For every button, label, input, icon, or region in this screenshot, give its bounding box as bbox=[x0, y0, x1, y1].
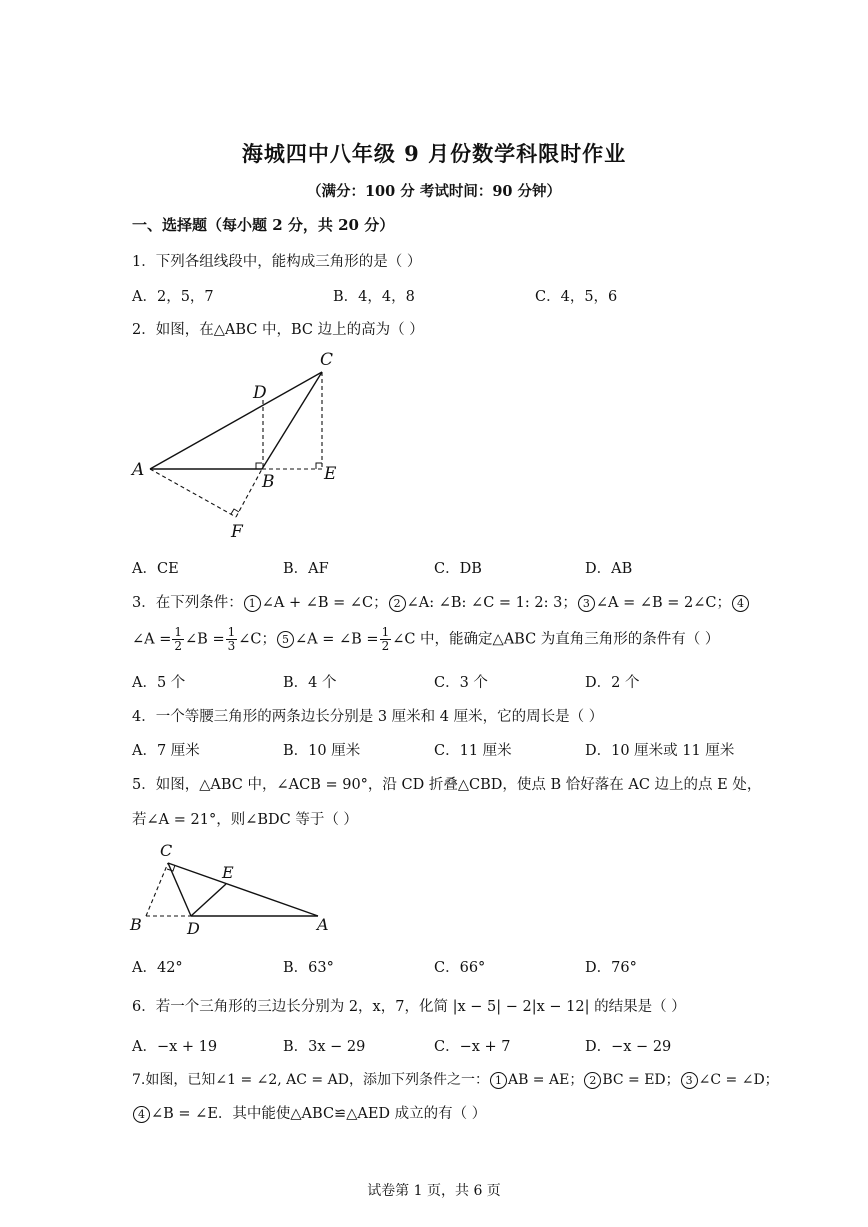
q5-option-d[interactable]: D．76° bbox=[585, 960, 637, 976]
q5-fold-figure bbox=[125, 838, 340, 938]
right-angle-mark-f bbox=[231, 509, 239, 514]
question-7-line-2: 4 ∠B = ∠E．其中能使△ABC≌△AED 成立的有（ ） bbox=[132, 1102, 486, 1123]
q5-option-a[interactable]: A．42° bbox=[132, 960, 183, 976]
label-d: D bbox=[253, 383, 267, 403]
q3-option-b[interactable]: B．4 个 bbox=[283, 675, 337, 691]
label-a: A bbox=[317, 915, 329, 934]
label-c: C bbox=[160, 841, 173, 860]
circled-2: 2 bbox=[584, 1072, 601, 1089]
page-footer: 试卷第 1 页，共 6 页 bbox=[367, 1183, 501, 1199]
q6-option-a[interactable]: A．−x + 19 bbox=[132, 1039, 218, 1055]
q6-option-b[interactable]: B．3x − 29 bbox=[283, 1039, 366, 1055]
exam-info: （满分：100 分 考试时间：90 分钟） bbox=[306, 183, 562, 200]
circled-3: 3 bbox=[578, 595, 595, 612]
question-1-stem: 1．下列各组线段中，能构成三角形的是（ ） bbox=[132, 254, 422, 270]
circled-5: 5 bbox=[277, 631, 294, 648]
label-c: C bbox=[320, 350, 334, 370]
right-angle-mark-c bbox=[167, 865, 175, 871]
circled-3: 3 bbox=[681, 1072, 698, 1089]
q1-option-a[interactable]: A．2，5，7 bbox=[132, 289, 214, 305]
q2-option-b[interactable]: B．AF bbox=[283, 561, 329, 577]
segment-de bbox=[191, 884, 226, 916]
circled-1: 1 bbox=[490, 1072, 507, 1089]
q6-option-d[interactable]: D．−x − 29 bbox=[585, 1039, 672, 1055]
q4-option-d[interactable]: D．10 厘米或 11 厘米 bbox=[585, 743, 735, 759]
circled-1: 1 bbox=[244, 595, 261, 612]
question-6-stem: 6．若一个三角形的三边长分别为 2，x，7，化简 |x − 5| − 2|x − 12| 的结果是（ ） bbox=[132, 999, 686, 1015]
q3-option-d[interactable]: D．2 个 bbox=[585, 675, 640, 691]
section-heading: 一、选择题（每小题 2 分，共 20 分） bbox=[132, 216, 395, 234]
segment-bc-dashed bbox=[146, 863, 168, 916]
fraction-one-third: $\frac{1}{3}$ bbox=[227, 625, 236, 653]
q4-option-b[interactable]: B．10 厘米 bbox=[283, 743, 361, 759]
label-d: D bbox=[187, 919, 200, 938]
segment-af-dashed bbox=[150, 469, 236, 517]
label-a: A bbox=[132, 460, 145, 480]
q4-option-a[interactable]: A．7 厘米 bbox=[132, 743, 200, 759]
q3-option-c[interactable]: C．3 个 bbox=[434, 675, 488, 691]
question-5-line-2: 若∠A = 21°，则∠BDC 等于（ ） bbox=[132, 812, 358, 828]
question-3-line-2: ∠A = $\frac{1}{2}$ ∠B = $\frac{1}{3}$ ∠C； 5 ∠A = ∠B = $\frac{1}{2}$ ∠C 中，能确定△ABC 为直角三角形的条件有（ ） bbox=[132, 625, 720, 653]
q2-option-c[interactable]: C．DB bbox=[434, 561, 482, 577]
segment-fb-dashed bbox=[236, 469, 262, 517]
q2-option-a[interactable]: A．CE bbox=[132, 561, 179, 577]
segment-bc bbox=[262, 372, 322, 469]
q5-option-c[interactable]: C．66° bbox=[434, 960, 486, 976]
segment-ca bbox=[168, 863, 318, 916]
question-5-line-1: 5．如图，△ABC 中，∠ACB = 90°，沿 CD 折叠△CBD，使点 B 恰好落在 AC 边上的点 E 处， bbox=[132, 777, 762, 793]
right-angle-mark-b bbox=[256, 463, 262, 469]
right-angle-mark-e bbox=[316, 463, 322, 469]
q1-option-b[interactable]: B．4，4，8 bbox=[333, 289, 415, 305]
q4-option-c[interactable]: C．11 厘米 bbox=[434, 743, 512, 759]
page-title: 海城四中八年级 9 月份数学科限时作业 bbox=[241, 141, 627, 166]
label-b: B bbox=[262, 472, 275, 492]
circled-4: 4 bbox=[732, 595, 749, 612]
circled-4: 4 bbox=[133, 1106, 150, 1123]
q5-option-b[interactable]: B．63° bbox=[283, 960, 334, 976]
segment-ac bbox=[150, 372, 322, 469]
fraction-one-half-2: $\frac{1}{2}$ bbox=[381, 625, 390, 653]
q3-option-a[interactable]: A．5 个 bbox=[132, 675, 186, 691]
question-7-line-1: 7.如图，已知∠1 = ∠2, AC = AD，添加下列条件之一： 1 AB = AE； 2 BC = ED； 3 ∠C = ∠D； bbox=[132, 1072, 779, 1088]
q2-option-d[interactable]: D．AB bbox=[585, 561, 633, 577]
circled-2: 2 bbox=[389, 595, 406, 612]
label-f: F bbox=[231, 522, 243, 542]
label-e: E bbox=[324, 464, 337, 484]
q1-option-c[interactable]: C．4，5，6 bbox=[535, 289, 618, 305]
label-b: B bbox=[130, 915, 142, 934]
label-e: E bbox=[222, 863, 234, 882]
question-4-stem: 4．一个等腰三角形的两条边长分别是 3 厘米和 4 厘米，它的周长是（ ） bbox=[132, 709, 604, 725]
question-3-line-1: 3．在下列条件： 1 ∠A + ∠B = ∠C； 2 ∠A: ∠B: ∠C = 1: 2: 3； 3 ∠A = ∠B = 2∠C； 4 bbox=[132, 591, 750, 612]
q6-option-c[interactable]: C．−x + 7 bbox=[434, 1039, 511, 1055]
q2-triangle-figure bbox=[125, 345, 355, 545]
fraction-one-half: $\frac{1}{2}$ bbox=[174, 625, 183, 653]
question-2-stem: 2．如图，在△ABC 中，BC 边上的高为（ ） bbox=[132, 322, 424, 338]
